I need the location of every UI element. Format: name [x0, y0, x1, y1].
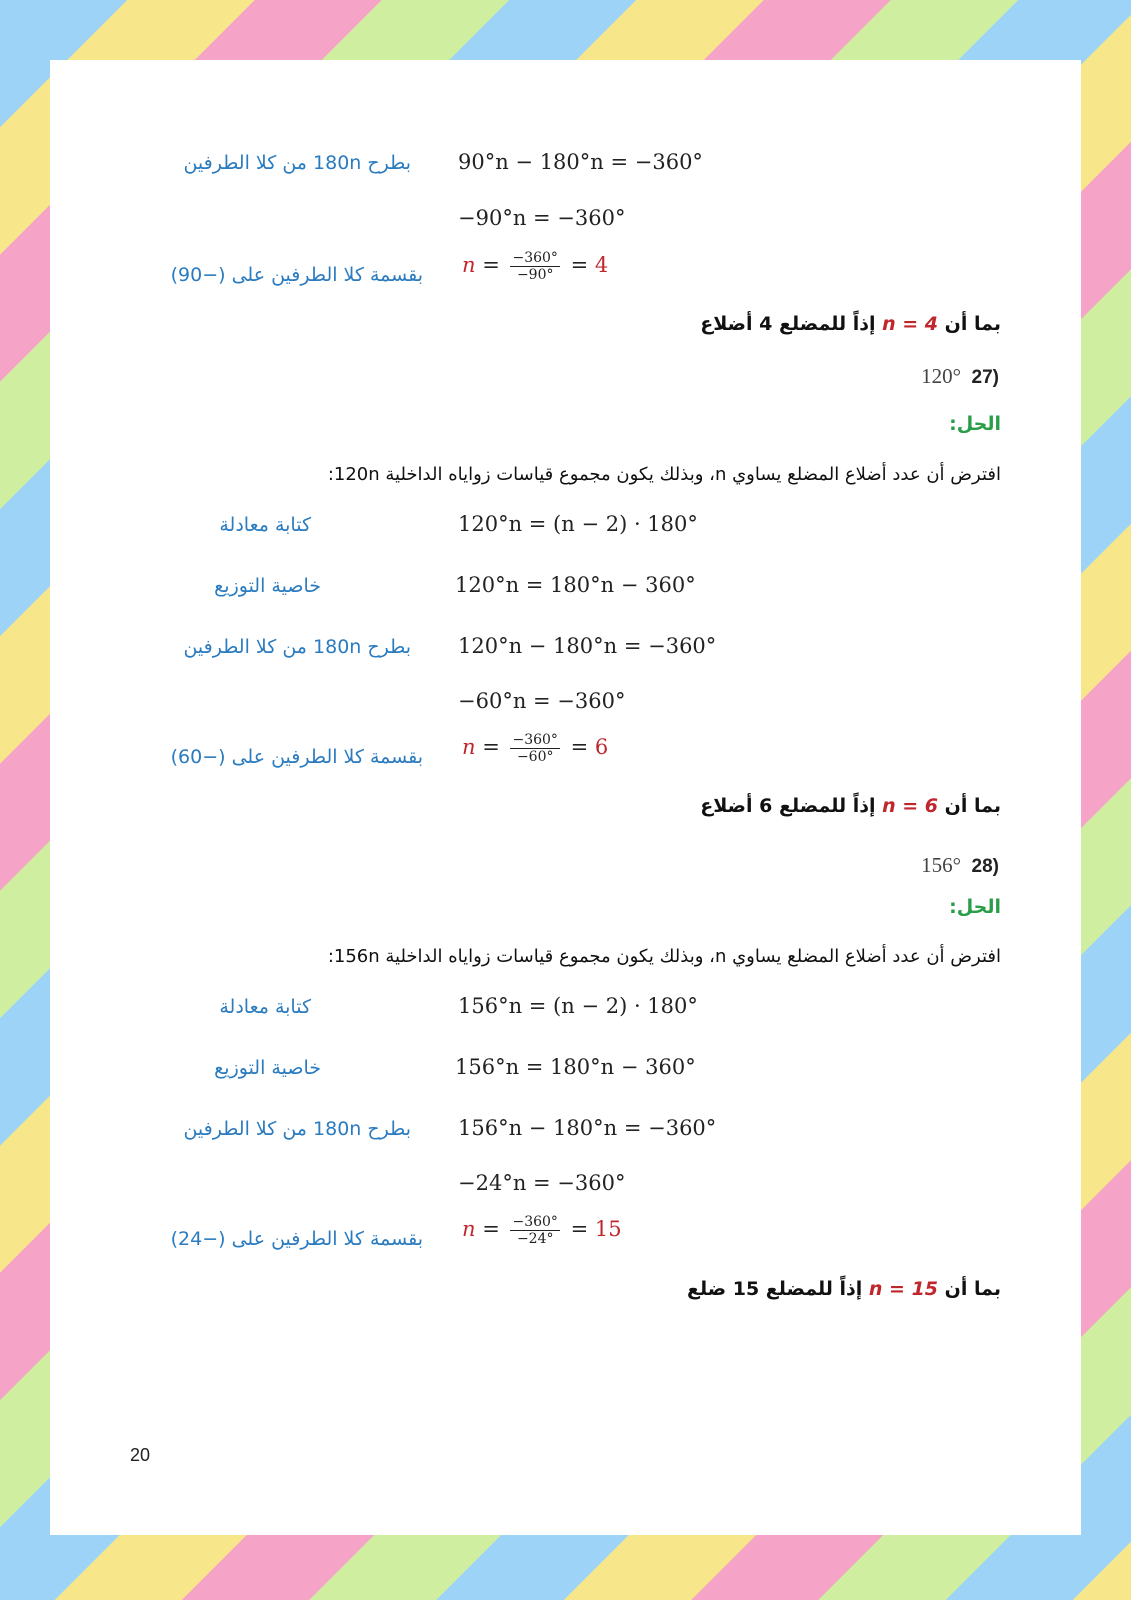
- fraction-denominator: −90°: [516, 267, 554, 283]
- fraction-equation: n = $\frac{-360^\circ}{-24^\circ}$ = 15: [462, 1214, 622, 1247]
- result-value: 4: [594, 253, 609, 277]
- note-subtract: بطرح 180n من كلا الطرفين: [183, 1118, 411, 1140]
- problem-intro: افترض أن عدد أضلاع المضلع يساوي n، وبذلك يكون مجموع قياسات زواياه الداخلية 120n:: [327, 464, 1001, 485]
- conclusion-n: n = 6: [882, 795, 939, 817]
- note-distribute: خاصية التوزيع: [214, 1057, 321, 1079]
- conclusion-n: n = 15: [868, 1278, 939, 1300]
- fraction: [510, 250, 559, 283]
- fraction: [510, 1214, 559, 1247]
- note-divide: بقسمة كلا الطرفين على (−24): [170, 1228, 423, 1250]
- conclusion-n: n = 4: [882, 313, 939, 335]
- conclusion-suffix: إذاً للمضلع 15 ضلع: [687, 1278, 863, 1300]
- equation-line: −24°n = −360°: [458, 1171, 626, 1195]
- note-equation: كتابة معادلة: [219, 514, 311, 536]
- solution-label: الحل:: [949, 413, 1001, 435]
- equation-line: 120°n = (n − 2) · 180°: [458, 512, 698, 536]
- problem-28-header: [921, 853, 999, 878]
- fraction: [510, 732, 559, 765]
- fraction-numerator: −360°: [512, 250, 558, 266]
- problem-angle: 120°: [921, 364, 962, 388]
- conclusion-suffix: إذاً للمضلع 4 أضلاع: [700, 313, 876, 335]
- fraction-equation: n = $\frac{-360^\circ}{-60^\circ}$ = 6: [462, 732, 609, 765]
- worksheet-page: [50, 60, 1081, 1535]
- conclusion-prefix: بما أن: [944, 313, 1001, 335]
- equation-line: 90°n − 180°n = −360°: [458, 150, 703, 174]
- fraction-denominator: −24°: [516, 1231, 554, 1247]
- conclusion-prefix: بما أن: [944, 795, 1001, 817]
- conclusion: [700, 313, 1001, 335]
- problem-angle: 156°: [921, 853, 962, 877]
- note-subtract: بطرح 180n من كلا الطرفين: [183, 636, 411, 658]
- problem-intro: افترض أن عدد أضلاع المضلع يساوي n، وبذلك يكون مجموع قياسات زواياه الداخلية 156n:: [327, 946, 1001, 967]
- conclusion-prefix: بما أن: [944, 1278, 1001, 1300]
- equation-line: 156°n = (n − 2) · 180°: [458, 994, 698, 1018]
- equation-line: −60°n = −360°: [458, 689, 626, 713]
- note-distribute: خاصية التوزيع: [214, 575, 321, 597]
- equation-line: 156°n − 180°n = −360°: [458, 1116, 717, 1140]
- page-number: 20: [130, 1445, 151, 1465]
- note-equation: كتابة معادلة: [219, 996, 311, 1018]
- equation-line: 156°n = 180°n − 360°: [455, 1055, 696, 1079]
- problem-number: 28): [971, 856, 999, 877]
- fraction-numerator: −360°: [512, 1214, 558, 1230]
- conclusion: [687, 1278, 1001, 1300]
- note-divide: بقسمة كلا الطرفين على (−60): [170, 746, 423, 768]
- problem-number: 27): [971, 367, 999, 388]
- conclusion: [700, 795, 1001, 817]
- note-subtract: بطرح 180n من كلا الطرفين: [183, 152, 411, 174]
- equation-line: 120°n = 180°n − 360°: [455, 573, 696, 597]
- equation-line: 120°n − 180°n = −360°: [458, 634, 717, 658]
- fraction-numerator: −360°: [512, 732, 558, 748]
- conclusion-suffix: إذاً للمضلع 6 أضلاع: [700, 795, 876, 817]
- equation-line: −90°n = −360°: [458, 206, 626, 230]
- result-value: 15: [594, 1217, 622, 1241]
- solution-label: الحل:: [949, 896, 1001, 918]
- note-divide: بقسمة كلا الطرفين على (−90): [170, 264, 423, 286]
- problem-27-header: [921, 364, 999, 389]
- fraction-equation: n = $\frac{-360^\circ}{-90^\circ}$ = 4: [462, 250, 609, 283]
- result-value: 6: [594, 735, 609, 759]
- fraction-denominator: −60°: [516, 749, 554, 765]
